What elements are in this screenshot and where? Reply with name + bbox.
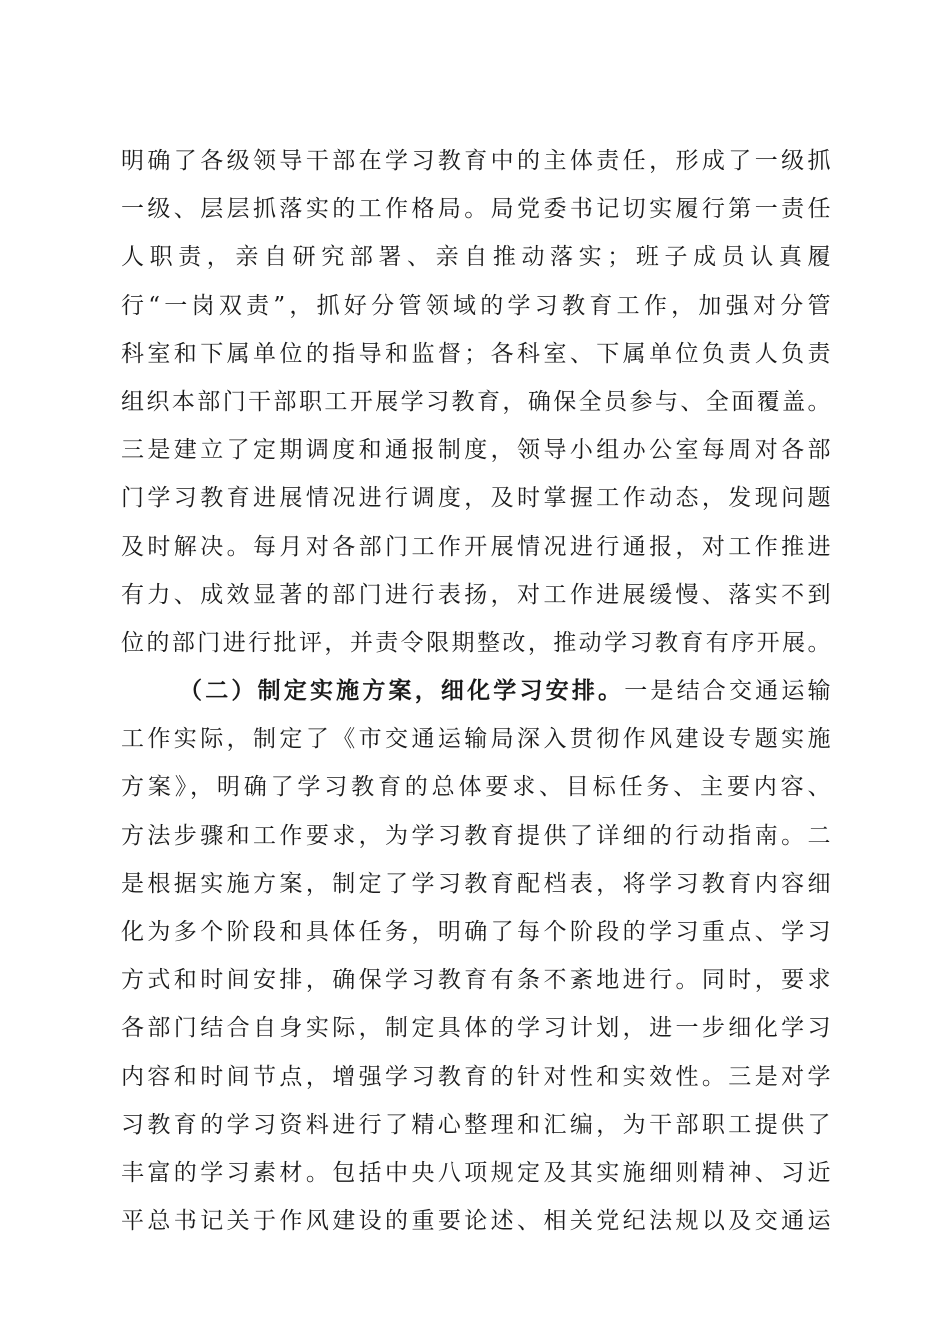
body-line: 内容和时间节点，增强学习教育的针对性和实效性。三是对学 [121, 1063, 831, 1090]
section-2-heading: （二）制定实施方案，细化学习安排。 [179, 677, 625, 705]
body-line: 科室和下属单位的指导和监督；各科室、下属单位负责人负责 [121, 340, 831, 367]
body-line: 组织本部门干部职工开展学习教育，确保全员参与、全面覆盖。 [121, 388, 831, 415]
body-line: 人职责，亲自研究部署、亲自推动落实；班子成员认真履 [121, 244, 831, 271]
body-line: 明确了各级领导干部在学习教育中的主体责任，形成了一级抓 [121, 148, 831, 174]
body-line: 门学习教育进展情况进行调度，及时掌握工作动态，发现问题 [121, 485, 831, 512]
body-line: 位的部门进行批评，并责令限期整改，推动学习教育有序开展。 [121, 629, 831, 656]
body-line: 丰富的学习素材。包括中央八项规定及其实施细则精神、习近 [121, 1159, 831, 1186]
body-line: 方式和时间安排，确保学习教育有条不紊地进行。同时，要求 [121, 967, 831, 994]
body-line: 三是建立了定期调度和通报制度，领导小组办公室每周对各部 [121, 437, 831, 464]
body-line: 有力、成效显著的部门进行表扬，对工作进展缓慢、落实不到 [121, 581, 831, 608]
body-line: 工作实际，制定了《市交通运输局深入贯彻作风建设专题实施 [121, 726, 831, 753]
body-line: 及时解决。每月对各部门工作开展情况进行通报，对工作推进 [121, 533, 831, 560]
section-2-first-rest: 一是结合交通运输 [624, 678, 831, 705]
body-line: 方法步骤和工作要求，为学习教育提供了详细的行动指南。二 [121, 822, 831, 849]
document-body [121, 137, 831, 1245]
body-line: 习教育的学习资料进行了精心整理和汇编，为干部职工提供了 [121, 1111, 831, 1138]
body-line: 化为多个阶段和具体任务，明确了每个阶段的学习重点、学习 [121, 919, 831, 945]
body-line: 是根据实施方案，制定了学习教育配档表，将学习教育内容细 [121, 870, 831, 897]
body-line: 方案》，明确了学习教育的总体要求、目标任务、主要内容、 [121, 774, 831, 801]
section-2-first-line [121, 667, 831, 715]
body-line: 行“一岗双责”，抓好分管领域的学习教育工作，加强对分管 [121, 292, 831, 319]
body-line: 各部门结合自身实际，制定具体的学习计划，进一步细化学习 [121, 1015, 831, 1042]
body-line: 一级、层层抓落实的工作格局。局党委书记切实履行第一责任 [121, 196, 831, 223]
body-line: 平总书记关于作风建设的重要论述、相关党纪法规以及交通运 [121, 1208, 831, 1235]
